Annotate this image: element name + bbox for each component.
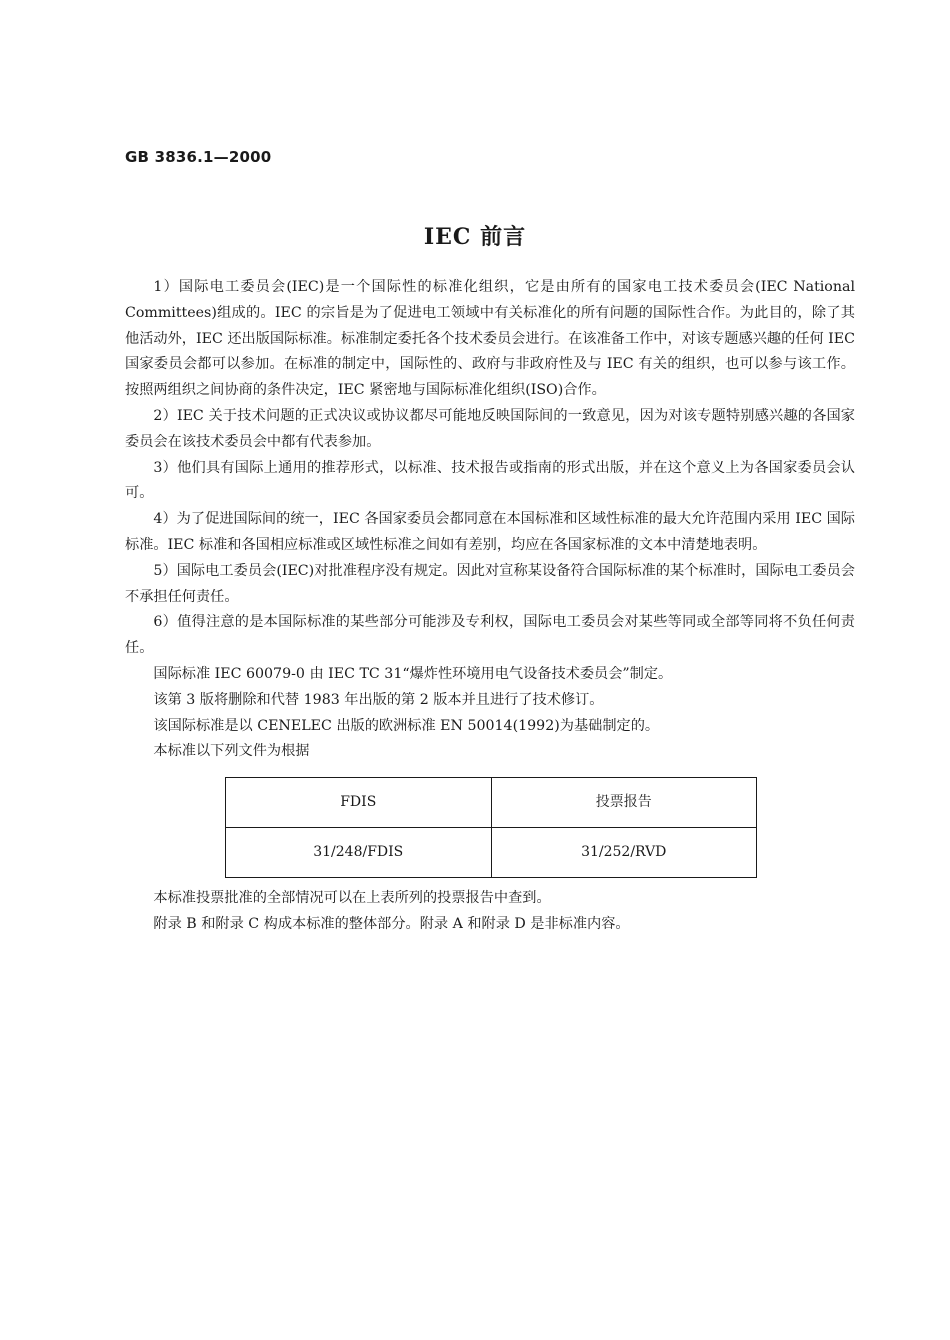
paragraph-5: 5）国际电工委员会(IEC)对批准程序没有规定。因此对宣称某设备符合国际标准的某个标准时，国际电工委员会不承担任何责任。	[125, 562, 855, 605]
table-header-row	[226, 778, 757, 828]
paragraph-3: 3）他们具有国际上通用的推荐形式，以标准、技术报告或指南的形式出版，并在这个意义上为各国家委员会认可。	[125, 459, 855, 502]
page-title: IEC 前言	[423, 224, 527, 250]
table-header-cell: FDIS	[226, 778, 492, 828]
foreword-body	[125, 275, 855, 938]
paragraph-voting: 本标准投票批准的全部情况可以在上表所列的投票报告中查到。	[153, 890, 551, 907]
paragraph-2: 2）IEC 关于技术问题的正式决议或协议都尽可能地反映国际间的一致意见，因为对该专题特别感兴趣的各国家委员会在该技术委员会中都有代表参加。	[125, 407, 855, 450]
table-cell: 31/248/FDIS	[226, 828, 492, 878]
table-cell: 31/252/RVD	[491, 828, 757, 878]
paragraph-edition: 该第 3 版将删除和代替 1983 年出版的第 2 版本并且进行了技术修订。	[153, 691, 604, 708]
basis-table	[225, 777, 757, 878]
paragraph-basis-intro: 本标准以下列文件为根据	[153, 743, 310, 760]
paragraph-6: 6）值得注意的是本国际标准的某些部分可能涉及专利权，国际电工委员会对某些等同或全部等同将不负任何责任。	[125, 614, 855, 657]
paragraph-annexes: 附录 B 和附录 C 构成本标准的整体部分。附录 A 和附录 D 是非标准内容。	[153, 915, 630, 932]
table-header-cell: 投票报告	[491, 778, 757, 828]
paragraph-4: 4）为了促进国际间的统一，IEC 各国家委员会都同意在本国标准和区域性标准的最大允许范围内采用 IEC 国际标准。IEC 标准和各国相应标准或区域性标准之间如有差别，均应在各国家标准的文本中清楚地表明。	[125, 511, 855, 553]
paragraph-cenelec: 该国际标准是以 CENELEC 出版的欧洲标准 EN 50014(1992)为基础制定的。	[153, 717, 660, 734]
paragraph-tc31: 国际标准 IEC 60079-0 由 IEC TC 31“爆炸性环境用电气设备技术委员会”制定。	[153, 665, 673, 682]
standard-code: GB 3836.1—2000	[125, 148, 272, 166]
paragraph-1: 1）国际电工委员会(IEC)是一个国际性的标准化组织，它是由所有的国家电工技术委员会(IEC National Committees)组成的。IEC 的宗旨是为了促进电工领域中有关标准化的所有问题的国际性合作。为此目的，除了其他活动外，IEC 还出版国际标准。标准制定委托各个技术委员会进行。在该准备工作中，对该专题感兴趣的任何 IEC 国家委员会都可以参加。在标准的制定中，国际性的、政府与非政府性及与 IEC 有关的组织，也可以参与该工作。按照两组织之间协商的条件决定，IEC 紧密地与国际标准化组织(ISO)合作。	[125, 279, 855, 399]
table-row	[226, 828, 757, 878]
